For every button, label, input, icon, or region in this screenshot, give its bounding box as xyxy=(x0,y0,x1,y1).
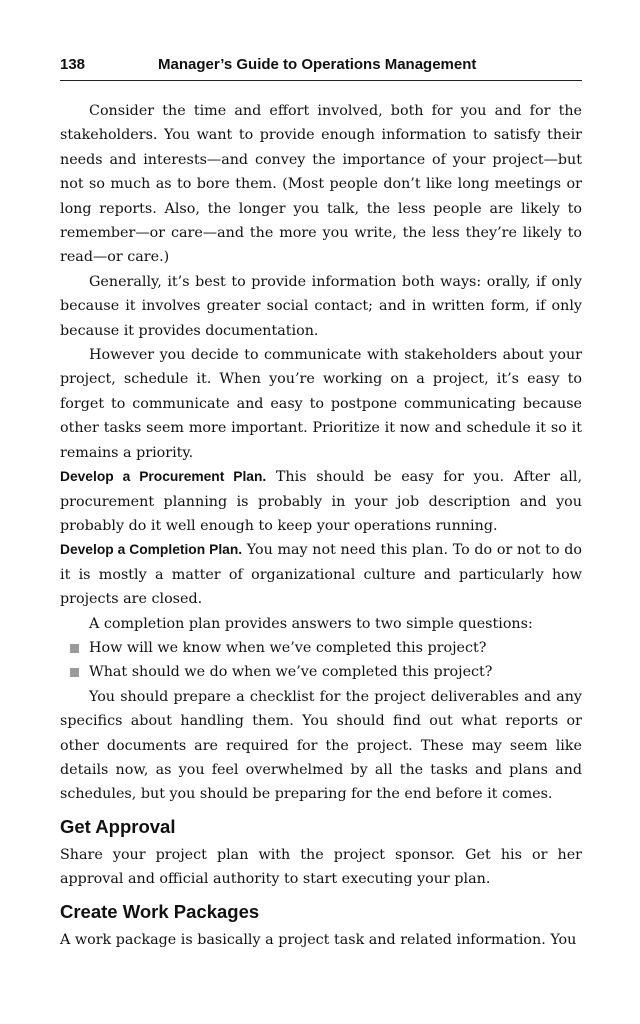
paragraph-completion-plan xyxy=(60,538,582,611)
book-title: Manager’s Guide to Operations Management xyxy=(158,56,477,73)
paragraph-time-and-effort: Consider the time and effort involved, both for you and for the stakeholders. You want to provide enough information to satisfy their needs and interests—and convey the importance of your project—but not so much as to bore them. (Most people don’t like long meetings or long reports. Also, the longer you talk, the less people are likely to remember—or care—and the more you write, the less they’re likely to read—or care.) xyxy=(60,103,582,266)
heading-get-approval: Get Approval xyxy=(60,815,176,837)
paragraph-get-approval: Share your project plan with the project sponsor. Get his or her approval and official authority to start executing your plan. xyxy=(60,846,582,888)
heading-create-work-packages: Create Work Packages xyxy=(60,900,260,922)
question-list xyxy=(60,636,582,685)
paragraph-procurement-plan xyxy=(60,465,582,538)
completion-plan-text: You may not need this plan. To do or not to do it is mostly a matter of organizational culture and particularly how projects are closed. xyxy=(60,542,582,608)
list-item-text: What should we do when we’ve completed this project? xyxy=(89,664,493,681)
list-item xyxy=(60,636,582,660)
paragraph-work-packages: A work package is basically a project task and related information. You xyxy=(60,931,577,948)
paragraph-both-ways: Generally, it’s best to provide information both ways: orally, if only because it involves greater social contact; and in written form, if only because it provides documentation. xyxy=(60,273,582,339)
paragraph-checklist: You should prepare a checklist for the project deliverables and any specifics about handling them. You should find out what reports or other documents are required for the project. These may seem like details now, as you feel overwhelmed by all the tasks and plans and schedules, but you should be preparing for the end before it comes. xyxy=(60,688,582,803)
square-bullet-icon xyxy=(70,668,79,677)
list-item xyxy=(60,660,582,684)
square-bullet-icon xyxy=(70,644,79,653)
completion-plan-lead: Develop a Completion Plan. xyxy=(60,542,243,558)
procurement-plan-lead: Develop a Procurement Plan. xyxy=(60,469,267,485)
list-item-text: How will we know when we’ve completed this project? xyxy=(89,639,487,656)
book-page xyxy=(60,56,582,952)
procurement-plan-text: This should be easy for you. After all, procurement planning is probably in your job description and you probably do it well enough to keep your operations running. xyxy=(60,469,582,534)
paragraph-schedule-communication: However you decide to communicate with stakeholders about your project, schedule it. When you’re working on a project, it’s easy to forget to communicate and easy to postpone communicating because other tasks seem more important. Prioritize it now and schedule it so it remains a priority. xyxy=(60,347,582,461)
page-number: 138 xyxy=(60,56,86,73)
running-header xyxy=(60,56,582,81)
paragraph-completion-questions: A completion plan provides answers to two simple questions: xyxy=(89,615,533,632)
